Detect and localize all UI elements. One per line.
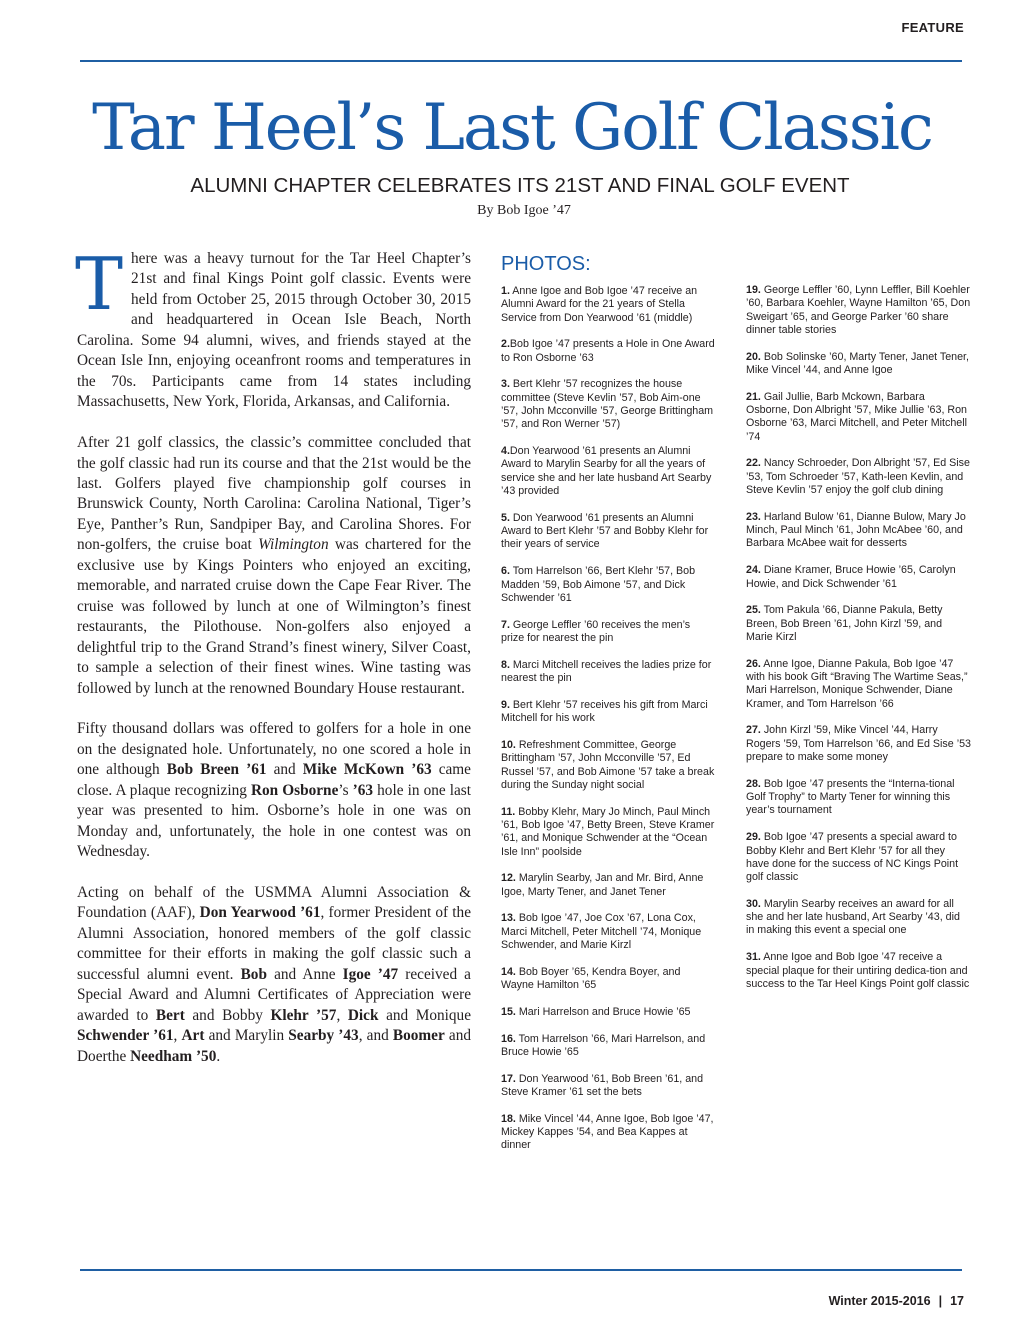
paragraph-4-text: and Doerthe	[77, 1027, 471, 1065]
caption-number: 6.	[501, 565, 510, 578]
bold-name: Bob	[240, 965, 267, 983]
caption-number: 15.	[501, 1005, 516, 1018]
caption-text: Gail Jullie, Barb Mckown, Barbara Osborne, Don Albright ’57, Mike Jullie ’63, Ron Osborne ’63, Marci Mitchell, and Peter Mitchell ’74	[746, 390, 967, 443]
caption-number: 23.	[746, 510, 761, 523]
caption-number: 3.	[501, 378, 510, 391]
photo-caption	[501, 739, 716, 792]
paragraph-4-text: ,	[336, 1006, 348, 1024]
bold-name: Schwender ’61	[77, 1027, 174, 1045]
caption-text: Marylin Searby, Jan and Mr. Bird, Anne Igoe, Marty Tener, and Janet Tener	[501, 872, 704, 898]
caption-text: Bert Klehr ’57 recognizes the house committee (Steve Kevlin ’57, Bob Aim-one ’57, John Mcconville ’57, George Brittingham ’57, and Ron Werner ’57)	[501, 378, 714, 431]
drop-cap: T	[75, 242, 124, 326]
bold-name: Igoe ’47	[342, 965, 399, 983]
caption-number: 27.	[746, 724, 761, 737]
page-footer	[829, 1294, 964, 1308]
photo-caption	[746, 778, 971, 818]
photo-caption	[746, 898, 971, 938]
caption-text: Don Yearwood ’61, Bob Breen ’61, and Steve Kramer ’61 set the bets	[501, 1072, 704, 1099]
caption-number: 14.	[501, 965, 516, 978]
caption-number: 11.	[501, 805, 516, 818]
paragraph-4-text: received a Special Award and Alumni Certificates of Appreciation were awarded to	[77, 965, 471, 1024]
caption-number: 30.	[746, 897, 761, 910]
photo-caption	[501, 1006, 716, 1019]
footer-separator: |	[938, 1294, 943, 1308]
paragraph-2-text-a: After 21 golf classics, the classic’s committee concluded that the golf classic had run its course and that the 21st would be the last. Golfers played five championship golf courses in Brunswick County, North Carolina: Carolina National, Tiger’s Eye, Panther’s Run, Sandpiper Bay, and Carolina Shores. For non-golfers, the cruise boat	[77, 434, 471, 554]
caption-number: 22.	[746, 457, 761, 470]
photo-caption-list-1	[501, 285, 716, 1153]
caption-text: Diane Kramer, Bruce Howie ’65, Carolyn Howie, and Dick Schwender ’61	[746, 564, 956, 590]
photo-caption	[501, 378, 716, 431]
bold-name: ’63	[352, 781, 374, 799]
caption-number: 20.	[746, 350, 761, 363]
caption-number: 17.	[501, 1072, 516, 1085]
photo-caption	[501, 619, 716, 646]
byline: By Bob Igoe ’47	[477, 203, 571, 218]
photo-caption	[501, 512, 716, 552]
caption-text: Harland Bulow ’61, Dianne Bulow, Mary Jo Minch, Paul Minch ’61, John McAbee ’60, and Barbara McAbee wait for desserts	[746, 510, 966, 550]
paragraph-3-text-e: hole in one last year was presented to him. Osborne’s hole in one was on Monday and, unfortunately, the hole in one contest was on Wednesday.	[77, 781, 471, 861]
photo-caption	[501, 1033, 716, 1060]
caption-text: Marci Mitchell receives the ladies prize for nearest the pin	[501, 658, 712, 685]
caption-text: Bobby Klehr, Mary Jo Minch, Paul Minch ’61, Bob Igoe ’47, Betty Breen, Steve Kramer ’61, and Monique Schwender at the “Ocean Isle Inn” poolside	[501, 805, 715, 858]
paragraph-3-text-d: ’s	[338, 781, 353, 799]
caption-text: Bob Igoe ’47 presents a special award to Bobby Klehr and Bert Klehr ’57 for all they have done for the success of NC Kings Point golf classic	[746, 831, 959, 884]
article-paragraph-4	[77, 883, 471, 1067]
caption-text: Mike Vincel ’44, Anne Igoe, Bob Igoe ’47, Mickey Kappes ’54, and Bea Kappes at dinner	[501, 1112, 714, 1152]
article-body	[75, 242, 471, 1088]
caption-text: George Leffler ’60 receives the men’s prize for nearest the pin	[501, 618, 691, 644]
caption-text: Bob Igoe ’47 presents a Hole in One Award to Ron Osborne ’63	[501, 338, 715, 364]
photo-caption	[501, 659, 716, 686]
photos-column-1	[501, 252, 716, 1166]
caption-text: Tom Pakula ’66, Dianne Pakula, Betty Breen, Bob Breen ’61, John Kirzl ’59, and Marie Kirzl	[746, 604, 943, 643]
caption-text: Bert Klehr ’57 receives his gift from Marci Mitchell for his work	[501, 698, 708, 725]
photo-caption	[746, 831, 971, 884]
paragraph-2-text-b: was chartered for the exclusive use by Kings Pointers who enjoyed an exciting, memorable, and narrated cruise down the Cape Fear River. The cruise was followed by lunch at one of Wilmington’s finest restaurants, the Pilothouse. Non-golfers also enjoyed a delightful trip to the Grand Strand’s finest winery, Silver Coast, to sample a selection of their finest wines. Wine tasting was followed by lunch at the renowned Boundary House restaurant.	[77, 536, 471, 697]
paragraph-4-text: ,	[173, 1027, 182, 1045]
caption-number: 26.	[746, 657, 761, 670]
photo-caption	[746, 724, 971, 764]
caption-text: John Kirzl ’59, Mike Vincel ’44, Harry Rogers ’59, Tom Harrelson ’66, and Ed Sise ’53 prepare to make some money	[746, 724, 971, 764]
caption-text: Bob Solinske ’60, Marty Tener, Janet Tener, Mike Vincel ’44, and Anne Igoe	[746, 350, 969, 376]
caption-text: Refreshment Committee, George Brittingham ’57, John Mcconville ’57, Ed Russel ’57, and Bob Aimone ’57 take a break during the Sunday night social	[501, 738, 715, 791]
photo-caption	[746, 391, 971, 444]
caption-number: 18.	[501, 1112, 516, 1125]
bold-name: Ron Osborne	[250, 781, 339, 799]
caption-number: 25.	[746, 604, 761, 617]
caption-text: Don Yearwood ’61 presents an Alumni Award to Marylin Searby for all the years of service she and her late husband Art Searby ’43 provided	[501, 445, 712, 498]
article-paragraph-2	[77, 433, 471, 699]
paragraph-4-text: , and	[358, 1027, 393, 1045]
paragraph-4-text: Acting on behalf of the USMMA Alumni Association & Foundation (AAF),	[77, 884, 471, 922]
headline: Tar Heel’s Last Golf Classic	[92, 91, 932, 165]
paragraph-4-text: .	[216, 1047, 221, 1065]
caption-number: 10.	[501, 738, 516, 751]
photo-caption	[501, 1073, 716, 1100]
photo-caption	[746, 564, 971, 591]
caption-number: 31.	[746, 951, 761, 964]
page-number: 17	[950, 1294, 964, 1308]
caption-text: Don Yearwood ’61 presents an Alumni Award to Bert Klehr ’57 and Bobby Klehr for their years of service	[501, 511, 709, 551]
photo-caption-list-2	[746, 284, 971, 991]
paragraph-3-text-a: Fifty thousand dollars was offered to golfers for a hole in one on the designated hole. Unfortunately, no one scored a hole in one although	[77, 720, 471, 779]
caption-number: 4.	[501, 445, 510, 458]
photo-caption	[501, 912, 716, 952]
caption-number: 16.	[501, 1032, 516, 1045]
caption-text: Anne Igoe and Bob Igoe ’47 receive an Alumni Award for the 21 years of Stella Service from Don Yearwood ’61 (middle)	[501, 285, 698, 324]
caption-text: Anne Igoe, Dianne Pakula, Bob Igoe ’47 with his book Gift “Braving The Wartime Seas,” Mari Harrelson, Monique Schwender, Diane Kramer, and Tom Harrelson ’66	[746, 657, 968, 710]
paragraph-4-text: , former President of the Alumni Association, honored members of the golf classic committee for their efforts in making the golf classic such a successful alumni event.	[77, 904, 471, 983]
paragraph-4-text: and Anne	[266, 965, 343, 983]
photo-caption	[746, 511, 971, 551]
caption-text: Mari Harrelson and Bruce Howie ’65	[515, 1005, 691, 1018]
caption-number: 7.	[501, 618, 510, 631]
bold-name: Don Yearwood ’61	[199, 904, 321, 922]
caption-text: Bob Boyer ’65, Kendra Boyer, and Wayne Hamilton ’65	[501, 965, 681, 992]
photo-caption	[746, 284, 971, 337]
photo-caption	[501, 966, 716, 993]
caption-text: Marylin Searby receives an award for all she and her late husband, Art Searby ’43, did in making this event a special one	[746, 897, 960, 937]
photos-column-2	[746, 284, 971, 1005]
photo-caption	[501, 872, 716, 899]
caption-text: Tom Harrelson ’66, Mari Harrelson, and Bruce Howie ’65	[501, 1032, 706, 1058]
caption-number: 29.	[746, 831, 761, 844]
paragraph-4-text: and Marylin	[204, 1027, 289, 1045]
caption-number: 8.	[501, 658, 510, 671]
caption-number: 5.	[501, 511, 510, 524]
photo-caption	[501, 285, 716, 325]
paragraph-4-text: and Monique	[378, 1006, 471, 1024]
caption-number: 21.	[746, 390, 761, 403]
photo-caption	[501, 565, 716, 605]
bold-name: Art	[181, 1027, 205, 1045]
photo-caption	[746, 658, 971, 711]
caption-number: 19.	[746, 284, 761, 296]
caption-text: Bob Igoe ’47, Joe Cox ’67, Lona Cox, Marci Mitchell, Peter Mitchell ’74, Monique Schwender, and Marie Kirzl	[501, 912, 702, 951]
caption-text: Bob Igoe ’47 presents the “Interna-tional Golf Trophy” to Marty Tener for winning this year’s tournament	[746, 777, 955, 817]
subheadline: ALUMNI CHAPTER CELEBRATES ITS 21ST AND FINAL GOLF EVENT	[190, 174, 850, 197]
photos-title: PHOTOS:	[501, 253, 591, 275]
photo-caption	[501, 1113, 716, 1153]
caption-text: Nancy Schroeder, Don Albright ’57, Ed Sise ’53, Tom Schroeder ’57, Kath-leen Kevlin, and Steve Kevlin ’57 enjoy the golf club dining	[746, 457, 970, 497]
caption-number: 24.	[746, 564, 761, 577]
bottom-rule	[80, 1269, 962, 1271]
caption-number: 13.	[501, 912, 516, 925]
bold-name: Bert	[155, 1006, 185, 1024]
article-paragraph-1	[75, 242, 471, 413]
bold-name: Boomer	[392, 1027, 445, 1045]
article-paragraph-3	[77, 719, 471, 862]
bold-name: Klehr ’57	[270, 1006, 337, 1024]
photo-caption	[501, 806, 716, 859]
paragraph-3-text-c: came close. A plaque recognizing	[77, 761, 471, 799]
section-label: FEATURE	[901, 20, 964, 35]
caption-number: 2.	[501, 338, 510, 351]
caption-number: 1.	[501, 285, 510, 297]
bold-name: Bob Breen ’61	[166, 761, 267, 779]
bold-name: Searby ’43	[288, 1027, 359, 1045]
caption-text: George Leffler ’60, Lynn Leffler, Bill Koehler ’60, Barbara Koehler, Wayne Hamilton ’65, Don Sweigart ’65, and George Parker ’60 share dinner table stories	[746, 284, 971, 336]
photo-caption	[746, 351, 971, 378]
caption-text: Anne Igoe and Bob Igoe ’47 receive a special plaque for their untiring dedica-tion and success to the Tar Heel Kings Point golf classic	[746, 951, 970, 990]
photo-caption	[746, 951, 971, 991]
bold-name: Needham ’50	[130, 1047, 217, 1065]
caption-number: 28.	[746, 777, 761, 790]
caption-text: Tom Harrelson ’66, Bert Klehr ’57, Bob Madden ’59, Bob Aimone ’57, and Dick Schwender ’61	[501, 565, 696, 604]
caption-number: 9.	[501, 698, 510, 711]
photo-caption	[746, 604, 971, 644]
photo-caption	[501, 338, 716, 365]
bold-name: Mike McKown ’63	[302, 761, 432, 779]
paragraph-3-text-b: and	[266, 761, 303, 779]
bold-name: Dick	[347, 1006, 379, 1024]
photo-caption	[501, 699, 716, 726]
boat-name: Wilmington	[258, 536, 329, 554]
top-rule	[80, 60, 962, 62]
paragraph-1-text: here was a heavy turnout for the Tar Heel Chapter’s 21st and final Kings Point golf classic. Events were held from October 25, 2015 through October 30, 2015 and headquartered in Ocean Isle Beach, North Carolina. Some 94 alumni, wives, and friends stayed at the Ocean Isle Inn, enjoying oceanfront rooms and temperatures in the 70s. Participants came from 14 states including Massachusetts, New York, Florida, Arkansas, and California.	[77, 250, 471, 411]
photo-caption	[746, 457, 971, 497]
photo-caption	[501, 445, 716, 498]
caption-number: 12.	[501, 872, 516, 885]
issue-date: Winter 2015-2016	[828, 1294, 931, 1308]
paragraph-4-text: and Bobby	[184, 1006, 271, 1024]
